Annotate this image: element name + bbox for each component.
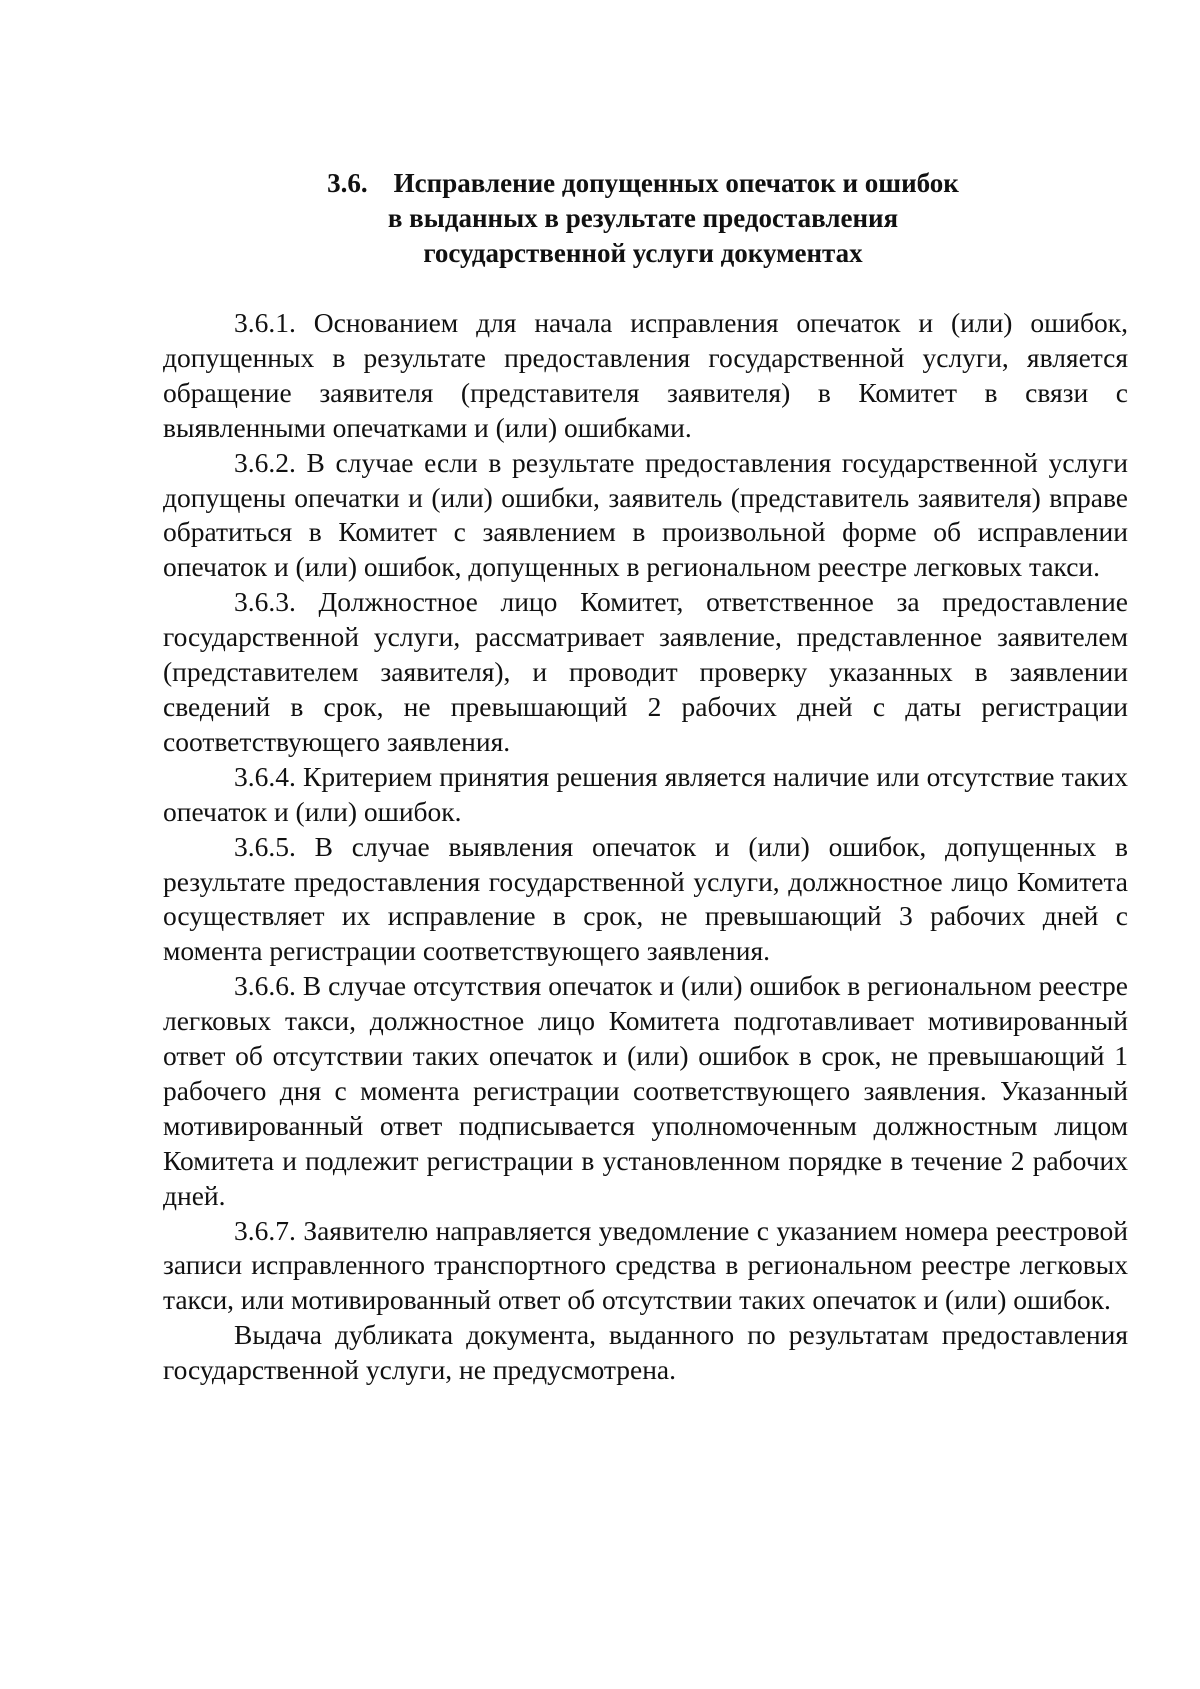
paragraph-duplicate-note: Выдача дубликата документа, выданного по результатам предоставления государственной услуги, не предусмотрена.: [163, 1319, 1128, 1386]
paragraph-3-6-1: 3.6.1. Основанием для начала исправления опечаток и (или) ошибок, допущенных в результате предоставления государственной услуги, является обращение заявителя (представителя заявителя) в Комитет в связи с выявленными опечатками и (или) ошибками.: [163, 307, 1128, 443]
paragraph-3-6-2: 3.6.2. В случае если в результате предоставления государственной услуги допущены опечатки и (или) ошибки, заявитель (представитель заявителя) вправе обратиться в Комитет с заявлением в произвольной форме об исправлении опечаток и (или) ошибок, допущенных в региональном реестре легковых такси.: [163, 446, 1128, 583]
section-number: 3.6.: [327, 168, 368, 198]
paragraph-3-6-4: 3.6.4. Критерием принятия решения является наличие или отсутствие таких опечаток и (или) ошибок.: [163, 760, 1128, 827]
section-heading: [160, 166, 1126, 271]
section-heading-line-1: [160, 166, 1126, 201]
paragraph-3-6-7: 3.6.7. Заявителю направляется уведомление с указанием номера реестровой записи исправленного транспортного средства в региональном реестре легковых такси, или мотивированный ответ об отсутствии таких опечаток и (или) ошибок.: [163, 1214, 1128, 1316]
section-title-part-1: Исправление допущенных опечаток и ошибок: [393, 168, 959, 198]
paragraph-3-6-5: 3.6.5. В случае выявления опечаток и (или) ошибок, допущенных в результате предоставления государственной услуги, должностное лицо Комитета осуществляет их исправление в срок, не превышающий 3 рабочих дней с момента регистрации соответствующего заявления.: [163, 830, 1128, 967]
paragraph-3-6-3: 3.6.3. Должностное лицо Комитет, ответственное за предоставление государственной услуги, рассматривает заявление, представленное заявителем (представителем заявителя), и проводит проверку указанных в заявлении сведений в срок, не превышающий 2 рабочих дней с даты регистрации соответствующего заявления.: [163, 586, 1128, 757]
section-title-part-3: государственной услуги документах: [423, 238, 863, 268]
section-title-part-2: в выданных в результате предоставления: [387, 203, 899, 233]
paragraph-3-6-6: 3.6.6. В случае отсутствия опечаток и (или) ошибок в региональном реестре легковых такси, должностное лицо Комитета подготавливает мотивированный ответ об отсутствии таких опечаток и (или) ошибок в срок, не превышающий 1 рабочего дня с момента регистрации соответствующего заявления. Указанный мотивированный ответ подписывается уполномоченным должностным лицом Комитета и подлежит регистрации в установленном порядке в течение 2 рабочих дней.: [163, 970, 1128, 1211]
document-body: [163, 306, 1128, 1388]
